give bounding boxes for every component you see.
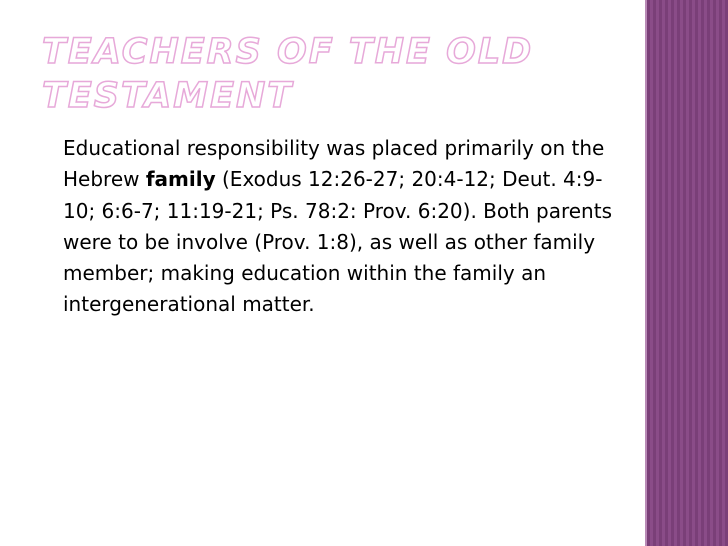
slide-title-line-1: TEACHERS OF THE OLD xyxy=(42,32,534,72)
body-text-end: (Exodus 12:26-27; 20:4-12; Deut. 4:9-10; 6:6-7; 11:19-21; Ps. 78:2: Prov. 6:20). Both parents were to be involve (Prov. 1:8), as well as other family member; making education within the family an intergenerational matter. xyxy=(63,167,612,317)
slide-title-line-2: TESTAMENT xyxy=(42,76,294,116)
slide-title xyxy=(42,30,632,118)
body-emphasis-family: family xyxy=(145,167,216,192)
body-text-start: Educational responsibility was placed primarily on the Hebrew xyxy=(63,136,605,192)
body-paragraph xyxy=(63,133,623,321)
decorative-side-bar xyxy=(647,0,728,546)
